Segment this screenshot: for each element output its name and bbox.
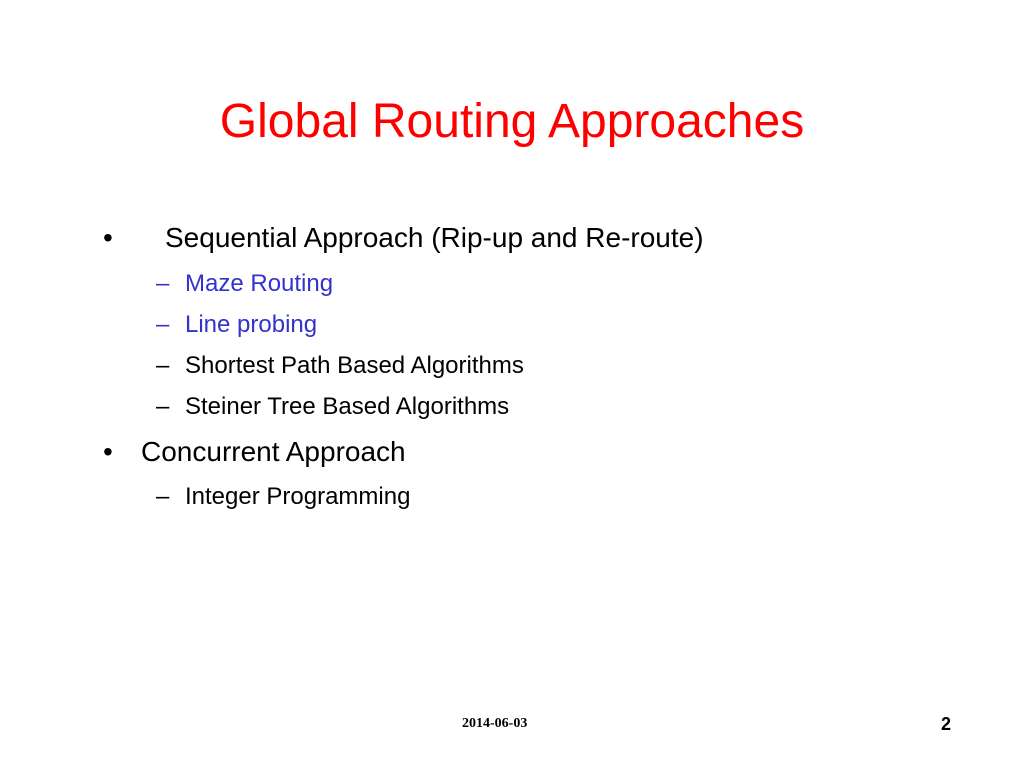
page-number: 2 — [941, 714, 952, 734]
dash-mark: – — [156, 270, 170, 297]
bullet-mark: • — [103, 222, 113, 253]
footer-date: 2014-06-03 — [462, 716, 528, 731]
slide-title: Global Routing Approaches — [219, 95, 805, 148]
bullet-text: Concurrent Approach — [141, 436, 406, 467]
subitem-text: Integer Programming — [185, 483, 411, 510]
bullet-mark: • — [103, 436, 113, 467]
dash-mark: – — [156, 483, 170, 510]
subitem-text: Maze Routing — [185, 270, 334, 297]
subitem-text: Line probing — [185, 311, 318, 338]
dash-mark: – — [156, 311, 170, 338]
dash-mark: – — [156, 393, 170, 420]
subitem-text: Steiner Tree Based Algorithms — [185, 393, 510, 420]
subitem-text: Shortest Path Based Algorithms — [185, 352, 524, 379]
dash-mark: – — [156, 352, 170, 379]
bullet-text: Sequential Approach (Rip-up and Re-route) — [165, 222, 704, 253]
